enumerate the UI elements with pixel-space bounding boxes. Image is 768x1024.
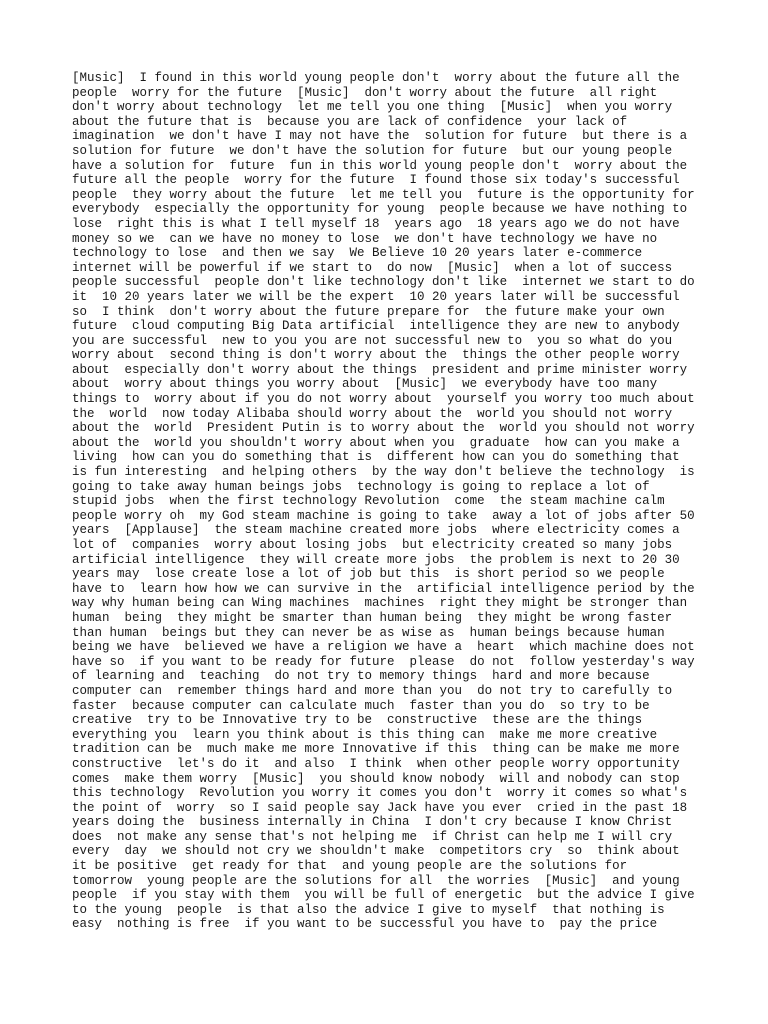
transcript-line: future cloud computing Big Data artificial intelligence they are new to anybody	[72, 319, 680, 334]
transcript-line: living how can you do something that is different how can you do something that	[72, 450, 680, 465]
transcript-line: comes make them worry [Music] you should know nobody will and nobody can stop	[72, 771, 680, 786]
transcript-line: have a solution for future fun in this world young people don't worry about the	[72, 158, 688, 173]
transcript-line: years [Applause] the steam machine created more jobs where electricity comes a	[72, 523, 680, 538]
transcript-line: than human beings but they can never be as wise as human beings because human	[72, 625, 665, 640]
transcript-line: easy nothing is free if you want to be successful you have to pay the price	[72, 917, 658, 932]
transcript-line: does not make any sense that's not helping me if Christ can help me I will cry	[72, 829, 673, 844]
transcript-line: people if you stay with them you will be full of energetic but the advice I give	[72, 888, 695, 903]
transcript-line: about the world President Putin is to worry about the world you should not worry	[72, 421, 695, 436]
transcript-line: everybody especially the opportunity for young people because we have nothing to	[72, 202, 688, 217]
transcript-line: lot of companies worry about losing jobs but electricity created so many jobs	[72, 538, 673, 552]
transcript-line: about the future that is because you are lack of confidence your lack of	[72, 114, 628, 129]
transcript-line: have to learn how how we can survive in the artificial intelligence period by the	[72, 581, 695, 596]
transcript-line: [Music] I found in this world young people don't worry about the future all the	[72, 71, 680, 85]
transcript-line: internet will be powerful if we start to do now [Music] when a lot of success	[72, 260, 673, 275]
transcript-line: the world now today Alibaba should worry about the world you should not worry	[72, 406, 673, 421]
transcript-text	[72, 71, 712, 932]
transcript-line: the point of worry so I said people say Jack have you ever cried in the past 18	[72, 800, 688, 815]
transcript-line: about worry about things you worry about [Music] we everybody have too many	[72, 377, 658, 392]
transcript-line: things to worry about if you do not worry about yourself you worry too much about	[72, 392, 695, 407]
transcript-line: artificial intelligence they will create more jobs the problem is next to 20 30	[72, 552, 680, 567]
transcript-line: years doing the business internally in China I don't cry because I know Christ	[72, 815, 673, 830]
transcript-line: don't worry about technology let me tell you one thing [Music] when you worry	[72, 100, 673, 115]
transcript-line: worry about second thing is don't worry about the things the other people worry	[72, 348, 680, 363]
transcript-line: it be positive get ready for that and young people are the solutions for	[72, 859, 628, 874]
transcript-line: so I think don't worry about the future prepare for the future make your own	[72, 304, 665, 319]
transcript-line: about the world you shouldn't worry about when you graduate how can you make a	[72, 435, 680, 450]
transcript-line: people worry for the future [Music] don't worry about the future all right	[72, 85, 658, 100]
transcript-line: constructive let's do it and also I think when other people worry opportunity	[72, 756, 680, 771]
transcript-line: solution for future we don't have the solution for future but our young people	[72, 143, 673, 158]
transcript-line: this technology Revolution you worry it comes you don't worry it comes so what's	[72, 786, 688, 801]
transcript-line: you are successful new to you you are not successful new to you so what do you	[72, 333, 673, 348]
transcript-line: money so we can we have no money to lose we don't have technology we have no	[72, 231, 658, 246]
transcript-line: computer can remember things hard and more than you do not try to carefully to	[72, 683, 673, 698]
transcript-line: have so if you want to be ready for future please do not follow yesterday's way	[72, 654, 695, 669]
transcript-line: tomorrow young people are the solutions for all the worries [Music] and young	[72, 873, 680, 888]
document-page	[72, 71, 712, 932]
transcript-line: everything you learn you think about is this thing can make me more creative	[72, 727, 658, 742]
transcript-line: people they worry about the future let me tell you future is the opportunity for	[72, 187, 695, 202]
transcript-line: lose right this is what I tell myself 18 years ago 18 years ago we do not have	[72, 216, 680, 231]
transcript-line: about especially don't worry about the things president and prime minister worry	[72, 362, 688, 377]
transcript-line: imagination we don't have I may not have the solution for future but there is a	[72, 129, 688, 144]
transcript-line: every day we should not cry we shouldn't make competitors cry so think about	[72, 844, 680, 859]
transcript-line: people worry oh my God steam machine is going to take away a lot of jobs after 50	[72, 508, 695, 523]
transcript-line: creative try to be Innovative try to be constructive these are the things	[72, 713, 643, 728]
transcript-line: human being they might be smarter than human being they might be wrong faster	[72, 610, 673, 625]
transcript-line: being we have believed we have a religion we have a heart which machine does not	[72, 640, 695, 655]
transcript-line: stupid jobs when the first technology Revolution come the steam machine calm	[72, 494, 665, 509]
transcript-line: to the young people is that also the advice I give to myself that nothing is	[72, 902, 665, 917]
transcript-line: future all the people worry for the future I found those six today's successful	[72, 173, 680, 188]
transcript-line: tradition can be much make me more Innovative if this thing can be make me more	[72, 742, 680, 757]
transcript-line: years may lose create lose a lot of job but this is short period so we people	[72, 567, 665, 582]
transcript-line: people successful people don't like technology don't like internet we start to do	[72, 275, 695, 290]
transcript-line: way why human being can Wing machines machines right they might be stronger than	[72, 596, 688, 611]
transcript-line: going to take away human beings jobs technology is going to replace a lot of	[72, 479, 650, 494]
transcript-line: technology to lose and then we say We Believe 10 20 years later e-commerce	[72, 246, 643, 261]
transcript-line: is fun interesting and helping others by the way don't believe the technology is	[72, 465, 695, 480]
transcript-line: of learning and teaching do not try to memory things hard and more because	[72, 669, 650, 684]
transcript-line: it 10 20 years later we will be the expert 10 20 years later will be successful	[72, 289, 680, 304]
transcript-line: faster because computer can calculate much faster than you do so try to be	[72, 698, 650, 713]
